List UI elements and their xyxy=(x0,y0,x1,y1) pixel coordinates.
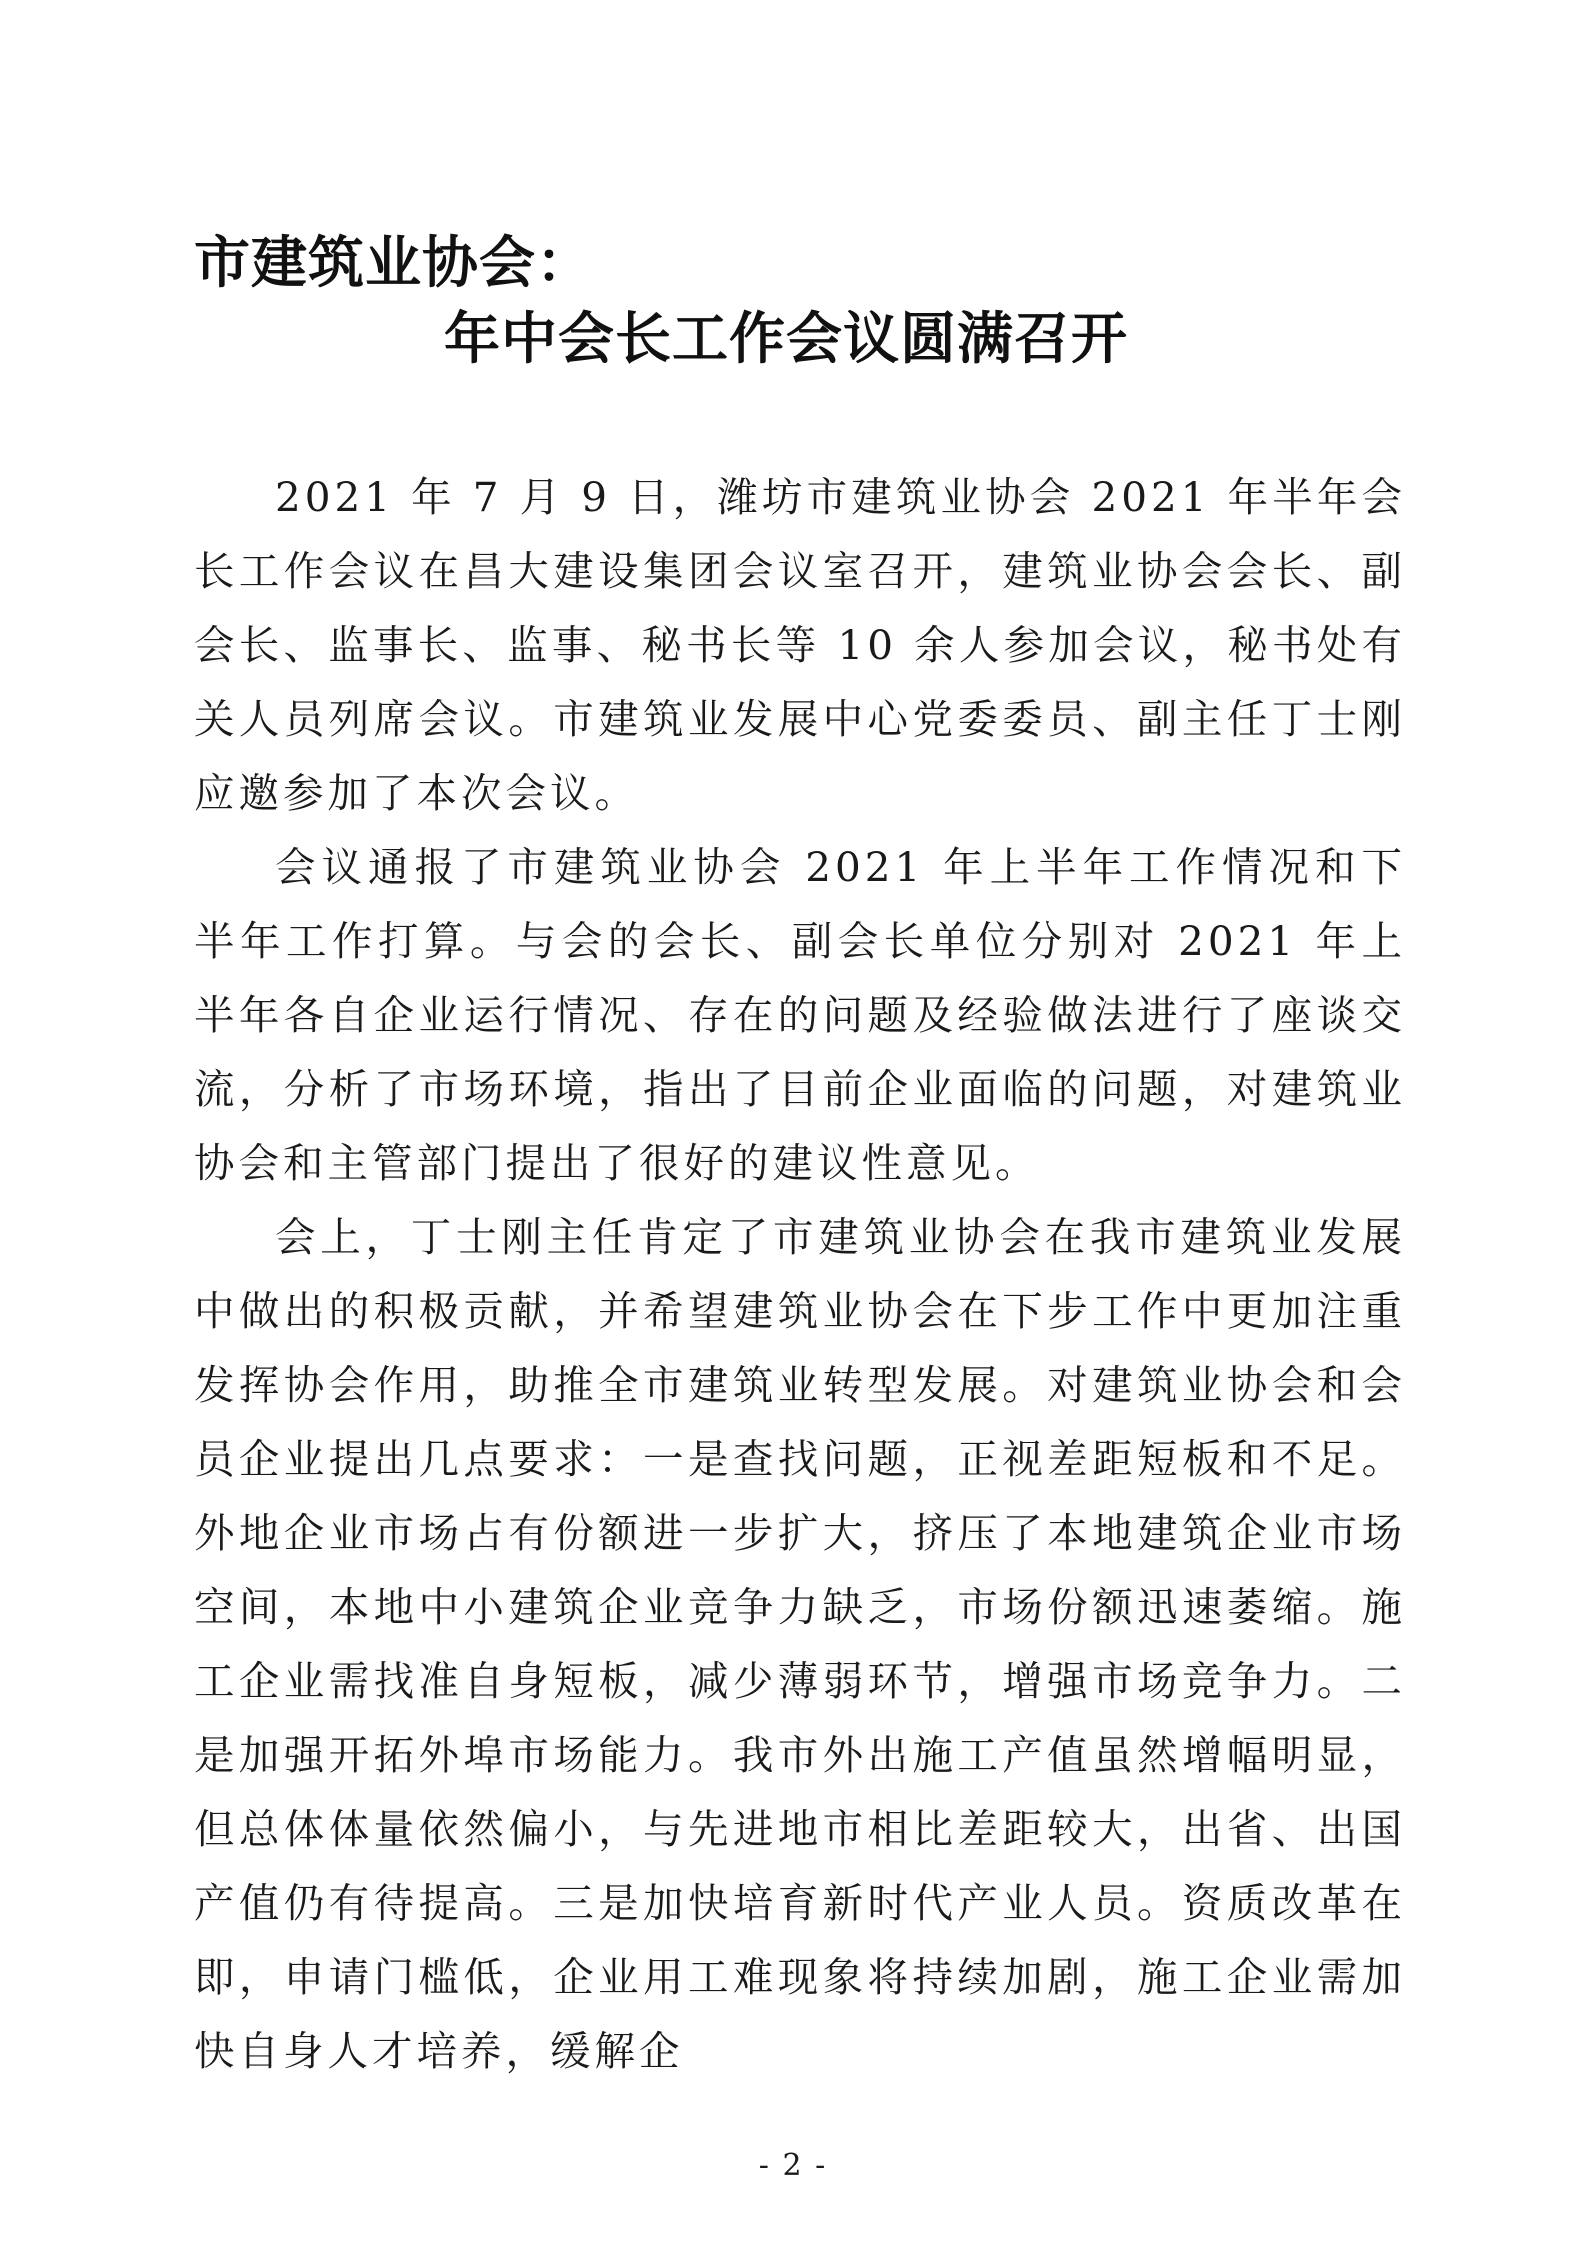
paragraph-3: 会上，丁士刚主任肯定了市建筑业协会在我市建筑业发展中做出的积极贡献，并希望建筑业协会在下步工作中更加注重发挥协会作用，助推全市建筑业转型发展。对建筑业协会和会员企业提出几点要求：一是查找问题，正视差距短板和不足。外地企业市场占有份额进一步扩大，挤压了本地建筑企业市场空间，本地中小建筑企业竞争力缺乏，市场份额迅速萎缩。施工企业需找准自身短板，减少薄弱环节，增强市场竞争力。二是加强开拓外埠市场能力。我市外出施工产值虽然增幅明显，但总体体量依然偏小，与先进地市相比差距较大，出省、出国产值仍有待提高。三是加快培育新时代产业人员。资质改革在即，申请门槛低，企业用工难现象将持续加剧，施工企业需加快自身人才培养，缓解企 xyxy=(194,1213,1406,2075)
article-title-line-1: 市建筑业协会： xyxy=(194,231,593,296)
page-number: - 2 - xyxy=(758,2148,828,2183)
paragraph-1: 2021 年 7 月 9 日，潍坊市建筑业协会 2021 年半年会长工作会议在昌大建设集团会议室召开，建筑业协会会长、副会长、监事长、监事、秘书长等 10 余人参加会议，秘书处有关人员列席会议。市建筑业发展中心党委委员、副主任丁士刚应邀参加了本次会议。 xyxy=(194,473,1406,817)
article-title-line-2: 年中会长工作会议圆满召开 xyxy=(444,307,1128,372)
paragraph-2: 会议通报了市建筑业协会 2021 年上半年工作情况和下半年工作打算。与会的会长、副会长单位分别对 2021 年上半年各自企业运行情况、存在的问题及经验做法进行了座谈交流，分析了市场环境，指出了目前企业面临的问题，对建筑业协会和主管部门提出了很好的建议性意见。 xyxy=(194,843,1406,1187)
article-body xyxy=(194,460,1406,2088)
